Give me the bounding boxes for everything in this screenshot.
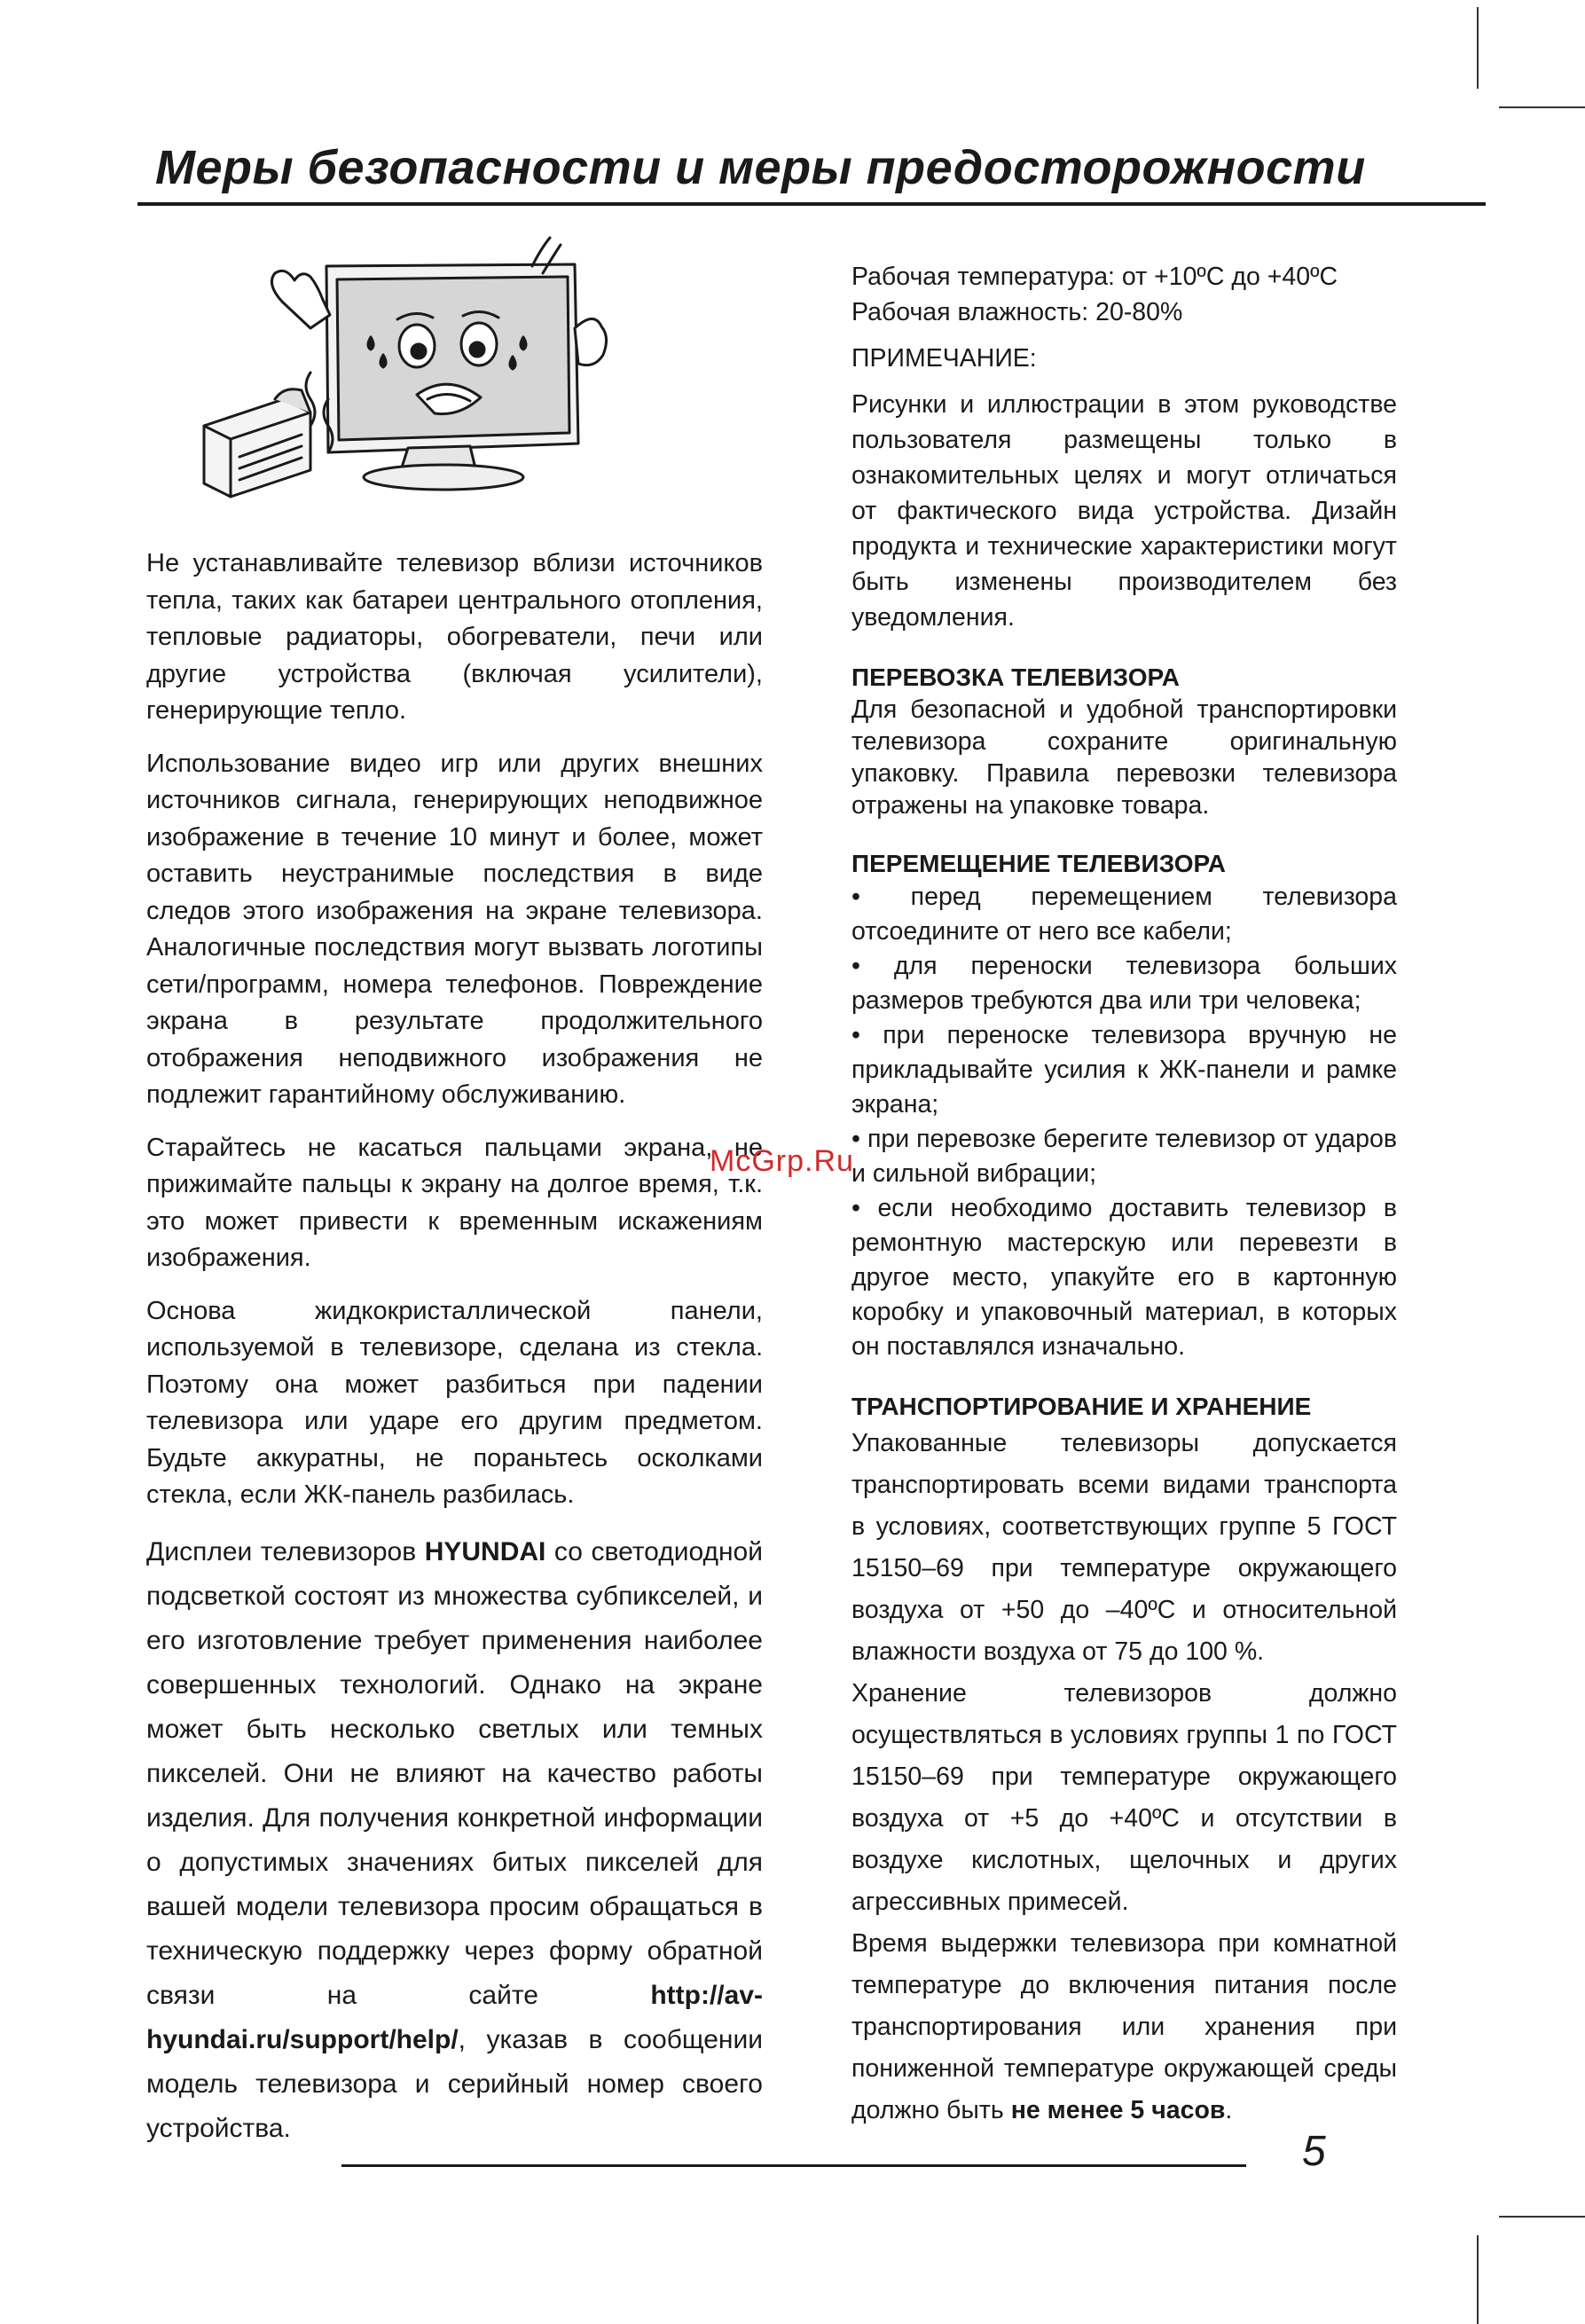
paragraph-heat-sources: Не устанавливайте телевизор вблизи источников тепла, таких как батареи центрального отопления, тепловые радиаторы, обогреватели, печи или другие устройства (включая усилители), генерирующие тепло. [146,549,763,725]
operating-temperature: Рабочая температура: от +10ºС до +40ºС [851,263,1338,291]
wait-time-emphasis: не менее 5 часов [1010,2096,1226,2124]
wait-text-start: Время выдержки телевизора при комнатной температуре до включения питания после транспортирования или хранения при пониженной температуре окружающей среды должно быть [851,1929,1397,2124]
pixels-text-end: , указав в сообщении модель телевизора и серийный номер своего устройства. [146,2024,763,2143]
paragraph-glass-panel: Основа жидкокристаллической панели, используемой в телевизоре, сделана из стекла. Поэтому она может разбиться при падении телевизора или ударе его другим предметом. Будьте аккуратны, не пораньтесь осколками стекла, если ЖК-панель разбилась. [146,1296,763,1509]
support-link[interactable]: http://av-hyundai.ru/support/help/ [146,1980,763,2054]
footer-rule [341,2164,1246,2167]
pixels-text-start: Дисплеи телевизоров [146,1536,425,1566]
transport-heading: ПЕРЕВОЗКА ТЕЛЕВИЗОРА [851,663,1180,691]
note-text: Рисунки и иллюстрации в этом руководстве пользователя размещены только в ознакомительных целях и могут отличаться от фактического вида устройства. Дизайн продукта и технические характеристики могут быть изменены производителем без уведомления. [851,390,1397,632]
tv-near-heater-illustration-icon [177,231,639,523]
left-column [146,546,763,2167]
pixels-text-middle: со светодиодной подсветкой состоят из множества субпикселей, и его изготовление требует применения наиболее совершенных технологий. Однако на экране может быть несколько светлых или темных пикселей. Они не влияют на качество работы изделия. Для получения конкретной информации о допустимых значениях битых пикселей для вашей модели телевизора просим обращаться в техническую поддержку через форму обратной связи на сайте [146,1536,763,2010]
crop-mark [1499,2216,1585,2218]
watermark: McGrp.Ru [710,1144,854,1178]
crop-mark [1477,2235,1479,2324]
page-title: Меры безопасности и меры предосторожности [155,141,1366,194]
moving-heading: ПЕРЕМЕЩЕНИЕ ТЕЛЕВИЗОРА [851,850,1226,877]
storage-heading: ТРАНСПОРТИРОВАНИЕ И ХРАНЕНИЕ [851,1393,1312,1420]
moving-item: • при переноске телевизора вручную не прикладывайте усилия к ЖК-панели и рамке экрана; [851,1021,1397,1119]
note-label: ПРИМЕЧАНИЕ: [851,344,1037,373]
right-column [851,259,1397,2132]
storage-transport-text: Упакованные телевизоры допускается транспортировать всеми видами транспорта в условиях, соответствующих группе 5 ГОСТ 15150–69 при температуре окружающего воздуха от +50 до –40ºС и относительной влажности воздуха от 75 до 100 %. [851,1429,1397,1666]
brand-name: HYUNDAI [424,1536,546,1566]
moving-item: • для переноски телевизора больших размеров требуются два или три человека; [851,952,1397,1015]
page-number: 5 [1302,2128,1326,2175]
transport-text: Для безопасной и удобной транспортировки телевизора сохраните оригинальную упаковку. Правила перевозки телевизора отражены на упаковке товара. [851,695,1397,820]
paragraph-pixels [146,1530,763,2151]
moving-item: • перед перемещением телевизора отсоедините от него все кабели; [851,883,1397,946]
crop-mark [1477,7,1479,89]
storage-conditions-text: Хранение телевизоров должно осуществляться в условиях группы 1 по ГОСТ 15150–69 при температуре окружающего воздуха от +5 до +40ºС и отсутствии в воздухе кислотных, щелочных и других агрессивных примесей. [851,1679,1397,1916]
title-rule [137,202,1486,206]
storage-wait-text [851,1923,1397,2132]
crop-mark [1499,106,1585,108]
paragraph-static-image: Использование видео игр или других внешних источников сигнала, генерирующих неподвижное изображение в течение 10 минут и более, может оставить неустранимые последствия в виде следов этого изображения на экране телевизора. Аналогичные последствия могут вызвать логотипы сети/программ, номера телефонов. Повреждение экрана в результате продолжительного отображения неподвижного изображения не подлежит гарантийному обслуживанию. [146,749,763,1109]
paragraph-touch-screen: Старайтесь не касаться пальцами экрана, не прижимайте пальцы к экрану на долгое время, т.к. это может привести к временным искажениям изображения. [146,1133,763,1272]
operating-humidity: Рабочая влажность: 20-80% [851,298,1183,326]
wait-text-end: . [1225,2096,1233,2124]
moving-item: • при перевозке берегите телевизор от ударов и сильной вибрации; [851,1125,1397,1188]
moving-item: • если необходимо доставить телевизор в ремонтную мастерскую или перевезти в другое место, упакуйте его в картонную коробку и упаковочный материал, в которых он поставлялся изначально. [851,1194,1397,1361]
